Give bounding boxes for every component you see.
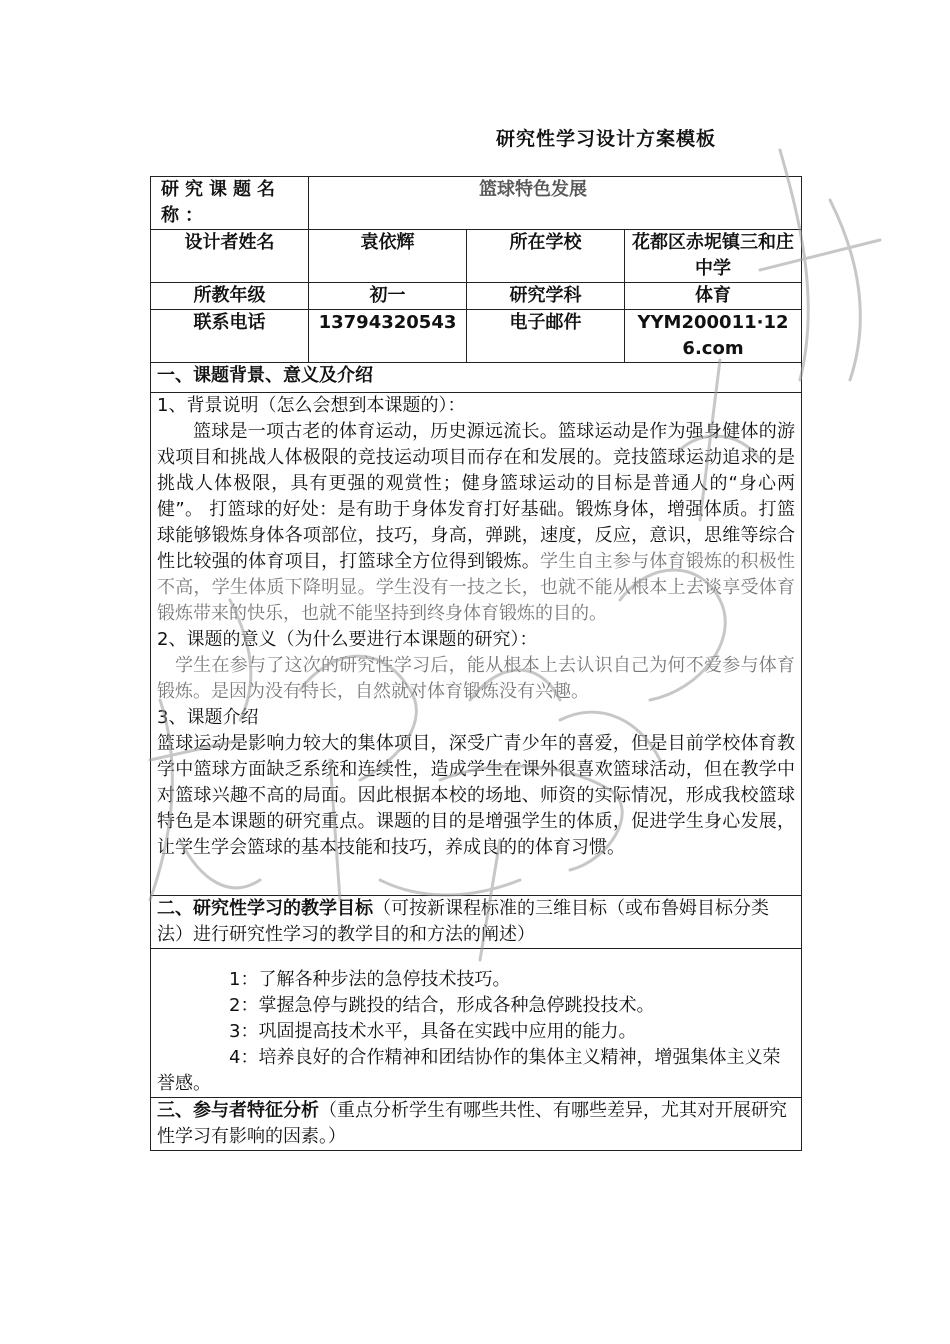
grade-label: 所教年级 — [151, 283, 309, 310]
section1-heading: 一、课题背景、意义及介绍 — [151, 363, 802, 393]
topic-value: 篮球特色发展 — [309, 177, 802, 230]
goal-item: 2：掌握急停与跳投的结合，形成各种急停跳投技术。 — [229, 995, 655, 1016]
goal-item: 1：了解各种步法的急停技术技巧。 — [229, 969, 511, 990]
contact-row — [151, 310, 802, 363]
phone-label: 联系电话 — [151, 310, 309, 363]
background-text-main: 篮球是一项古老的体育运动，历史源远流长。篮球运动是作为强身健体的游戏项目和挑战人体极限的竞技运动项目而存在和发展的。竞技篮球运动追求的是挑战人体极限，具有更强的观赏性；健身篮球运动的目标是普通人的“身心两健”。 打篮球的好处：是有助于身体发育打好基础。锻炼身体，增强体质。打篮球能够锻炼身体各项部位，技巧，身高，弹跳，速度，反应，意识，思维等综合性比较强的体育项目，打篮球全方位得到锻炼。 — [157, 421, 795, 572]
meaning-text: 学生在参与了这次的研究性学习后，能从根本上去认识自己为何不爱参与体育锻炼。是因为没有特长，自然就对体育锻炼没有兴趣。 — [157, 655, 795, 702]
email-value: YYM200011·126.com — [625, 310, 802, 363]
meaning-heading: 2、课题的意义（为什么要进行本课题的研究）： — [157, 629, 538, 650]
background-heading: 1、背景说明（怎么会想到本课题的）： — [157, 395, 466, 416]
goal-item: 3：巩固提高技术水平，具备在实践中应用的能力。 — [229, 1021, 637, 1042]
topic-label: 研究课题名称： — [151, 177, 309, 230]
section2-heading: 二、研究性学习的教学目标 — [157, 898, 373, 919]
section1-body-row — [151, 393, 802, 896]
section2-heading-note: （可按新课程标准的三维目标（或布鲁姆目标分类法）进行研究性学习的教学目的和方法的阐述） — [157, 898, 769, 945]
section1-heading-row — [151, 363, 802, 393]
school-label: 所在学校 — [467, 230, 625, 283]
grade-value: 初一 — [309, 283, 467, 310]
section2-heading-cell — [151, 896, 802, 949]
section3-heading: 三、参与者特征分析 — [157, 1100, 319, 1121]
section3-heading-row — [151, 1098, 802, 1151]
school-value: 花都区赤坭镇三和庄中学 — [625, 230, 802, 283]
subject-label: 研究学科 — [467, 283, 625, 310]
grade-row — [151, 283, 802, 310]
subject-value: 体育 — [625, 283, 802, 310]
phone-value: 13794320543 — [309, 310, 467, 363]
section3-heading-cell — [151, 1098, 802, 1151]
section2-body-row — [151, 949, 802, 1098]
document-title: 研究性学习设计方案模板 — [495, 128, 716, 150]
section2-heading-row — [151, 896, 802, 949]
intro-text: 篮球运动是影响力较大的集体项目，深受广青少年的喜爱，但是目前学校体育教学中篮球方面缺乏系统和连续性，造成学生在课外很喜欢篮球活动，但在教学中对篮球兴趣不高的局面。因此根据本校的场地、师资的实际情况，形成我校篮球特色是本课题的研究重点。课题的目的是增强学生的体质，促进学生身心发展，让学生学会篮球的基本技能和技巧，养成良的的体育习惯。 — [157, 733, 795, 858]
email-label: 电子邮件 — [467, 310, 625, 363]
topic-row — [151, 177, 802, 230]
section1-body — [151, 393, 802, 896]
intro-heading: 3、课题介绍 — [157, 707, 259, 728]
background-text-faded: 学生自主参与体育锻炼的积极性不高，学生体质下降明显。学生没有一技之长，也就不能从根本上去谈享受体育锻炼带来的快乐，也就不能坚持到终身体育锻炼的目的。 — [157, 551, 796, 624]
goal-item: 4：培养良好的合作精神和团结协作的集体主义精神，增强集体主义荣誉感。 — [157, 1047, 781, 1094]
designer-label: 设计者姓名 — [151, 230, 309, 283]
design-form-table — [150, 176, 802, 1151]
section3-heading-note: （重点分析学生有哪些共性、有哪些差异，尤其对开展研究性学习有影响的因素。） — [157, 1100, 787, 1147]
background-text — [157, 419, 795, 627]
designer-row — [151, 230, 802, 283]
designer-value: 袁依辉 — [309, 230, 467, 283]
section2-body — [151, 949, 802, 1098]
